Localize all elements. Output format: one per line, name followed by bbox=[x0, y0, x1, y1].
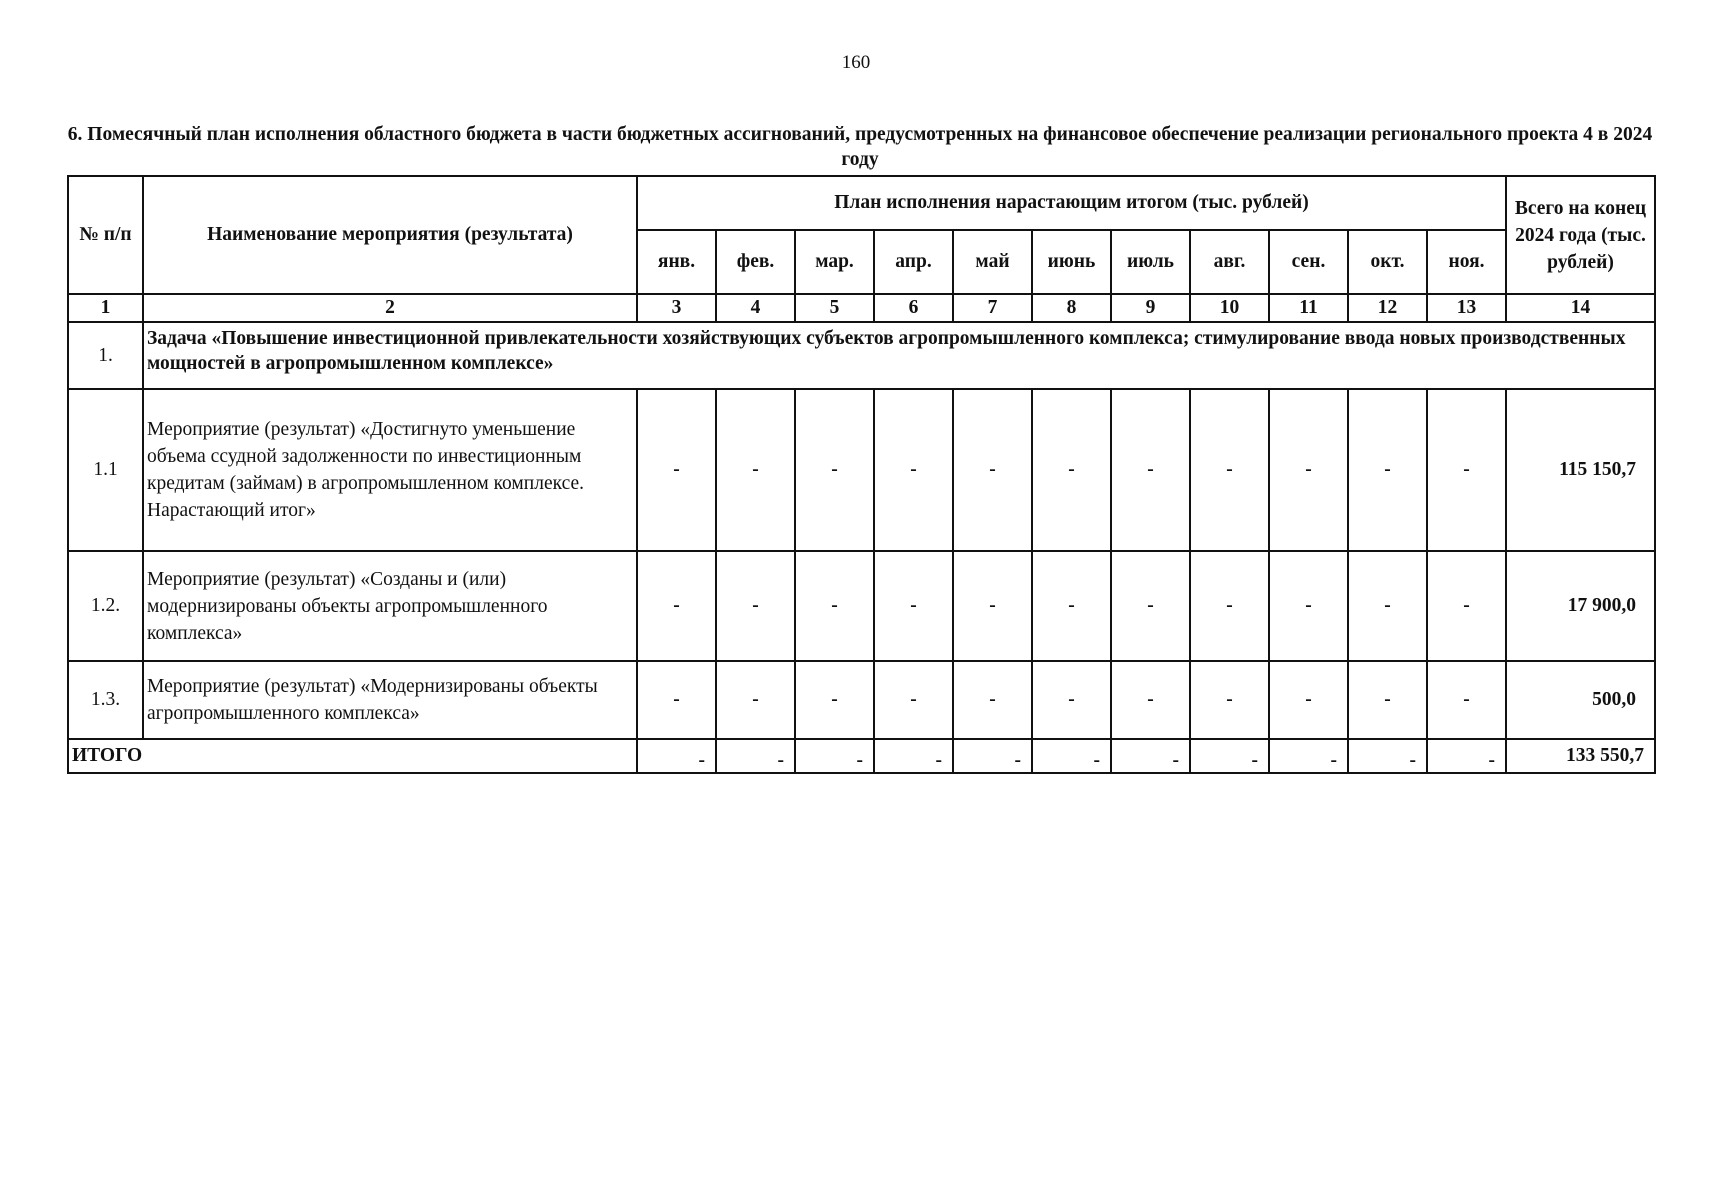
month-value: - bbox=[1111, 551, 1190, 661]
month-value: - bbox=[1269, 389, 1348, 551]
month-value: - bbox=[1427, 661, 1506, 739]
header-month: апр. bbox=[874, 230, 953, 294]
header-month: фев. bbox=[716, 230, 795, 294]
header-month: окт. bbox=[1348, 230, 1427, 294]
row-total: 17 900,0 bbox=[1506, 551, 1655, 661]
summary-month-value: - bbox=[1269, 739, 1348, 773]
month-value: - bbox=[1032, 389, 1111, 551]
document-title: 6. Помесячный план исполнения областного бюджета в части бюджетных ассигнований, предусмотренных на финансовое обеспечение реализации регионального проекта 4 в 2024 году bbox=[67, 124, 1653, 170]
header-month: янв. bbox=[637, 230, 716, 294]
column-number: 5 bbox=[795, 294, 874, 322]
month-value: - bbox=[1348, 661, 1427, 739]
table-row bbox=[68, 661, 1655, 739]
month-value: - bbox=[1348, 551, 1427, 661]
month-value: - bbox=[637, 389, 716, 551]
month-value: - bbox=[1348, 389, 1427, 551]
row-total: 115 150,7 bbox=[1506, 389, 1655, 551]
month-value: - bbox=[637, 661, 716, 739]
column-number: 10 bbox=[1190, 294, 1269, 322]
row-total: 500,0 bbox=[1506, 661, 1655, 739]
column-number: 11 bbox=[1269, 294, 1348, 322]
header-total: Всего на конец 2024 года (тыс. рублей) bbox=[1506, 176, 1655, 294]
month-value: - bbox=[795, 661, 874, 739]
page-number: 160 bbox=[841, 52, 871, 73]
month-value: - bbox=[1427, 389, 1506, 551]
summary-month-value: - bbox=[1348, 739, 1427, 773]
month-value: - bbox=[716, 551, 795, 661]
budget-plan-table bbox=[67, 175, 1656, 774]
summary-month-value: - bbox=[795, 739, 874, 773]
month-value: - bbox=[1111, 661, 1190, 739]
month-value: - bbox=[795, 389, 874, 551]
month-value: - bbox=[1190, 661, 1269, 739]
table-row bbox=[68, 389, 1655, 551]
table-row bbox=[68, 551, 1655, 661]
month-value: - bbox=[1190, 389, 1269, 551]
month-value: - bbox=[716, 661, 795, 739]
month-value: - bbox=[1032, 661, 1111, 739]
summary-label: ИТОГО bbox=[68, 739, 637, 773]
month-value: - bbox=[1269, 661, 1348, 739]
column-number: 4 bbox=[716, 294, 795, 322]
summary-month-value: - bbox=[637, 739, 716, 773]
month-value: - bbox=[1427, 551, 1506, 661]
summary-month-value: - bbox=[874, 739, 953, 773]
summary-month-value: - bbox=[1190, 739, 1269, 773]
row-name: Мероприятие (результат) «Достигнуто уменьшение объема ссудной задолженности по инвестиционным кредитам (займам) в агропромышленном комплексе. Нарастающий итог» bbox=[143, 389, 637, 551]
header-month: ноя. bbox=[1427, 230, 1506, 294]
column-number: 3 bbox=[637, 294, 716, 322]
row-name: Мероприятие (результат) «Модернизированы объекты агропромышленного комплекса» bbox=[143, 661, 637, 739]
summary-row bbox=[68, 739, 1655, 773]
month-value: - bbox=[874, 389, 953, 551]
month-value: - bbox=[637, 551, 716, 661]
month-value: - bbox=[1111, 389, 1190, 551]
month-value: - bbox=[1032, 551, 1111, 661]
header-month: май bbox=[953, 230, 1032, 294]
summary-month-value: - bbox=[1427, 739, 1506, 773]
column-number: 12 bbox=[1348, 294, 1427, 322]
column-number: 7 bbox=[953, 294, 1032, 322]
header-plan: План исполнения нарастающим итогом (тыс. рублей) bbox=[637, 176, 1506, 230]
summary-month-value: - bbox=[716, 739, 795, 773]
month-value: - bbox=[953, 551, 1032, 661]
column-number: 1 bbox=[68, 294, 143, 322]
column-number: 6 bbox=[874, 294, 953, 322]
header-month: авг. bbox=[1190, 230, 1269, 294]
column-number: 14 bbox=[1506, 294, 1655, 322]
header-month: июль bbox=[1111, 230, 1190, 294]
summary-total: 133 550,7 bbox=[1506, 739, 1655, 773]
header-name: Наименование мероприятия (результата) bbox=[143, 176, 637, 294]
row-number: 1.1 bbox=[68, 389, 143, 551]
header-num: № п/п bbox=[68, 176, 143, 294]
task-number: 1. bbox=[68, 322, 143, 389]
column-number: 9 bbox=[1111, 294, 1190, 322]
row-number: 1.2. bbox=[68, 551, 143, 661]
column-number: 13 bbox=[1427, 294, 1506, 322]
month-value: - bbox=[1190, 551, 1269, 661]
month-value: - bbox=[953, 389, 1032, 551]
header-month: сен. bbox=[1269, 230, 1348, 294]
header-month: июнь bbox=[1032, 230, 1111, 294]
month-value: - bbox=[953, 661, 1032, 739]
column-number: 2 bbox=[143, 294, 637, 322]
task-text: Задача «Повышение инвестиционной привлекательности хозяйствующих субъектов агропромышленного комплекса; стимулирование ввода новых производственных мощностей в агропромышленном комплексе» bbox=[143, 322, 1655, 389]
month-value: - bbox=[716, 389, 795, 551]
summary-month-value: - bbox=[953, 739, 1032, 773]
month-value: - bbox=[1269, 551, 1348, 661]
summary-month-value: - bbox=[1111, 739, 1190, 773]
row-name: Мероприятие (результат) «Созданы и (или) модернизированы объекты агропромышленного комплекса» bbox=[143, 551, 637, 661]
header-month: мар. bbox=[795, 230, 874, 294]
column-number: 8 bbox=[1032, 294, 1111, 322]
month-value: - bbox=[795, 551, 874, 661]
month-value: - bbox=[874, 551, 953, 661]
month-value: - bbox=[874, 661, 953, 739]
row-number: 1.3. bbox=[68, 661, 143, 739]
summary-month-value: - bbox=[1032, 739, 1111, 773]
